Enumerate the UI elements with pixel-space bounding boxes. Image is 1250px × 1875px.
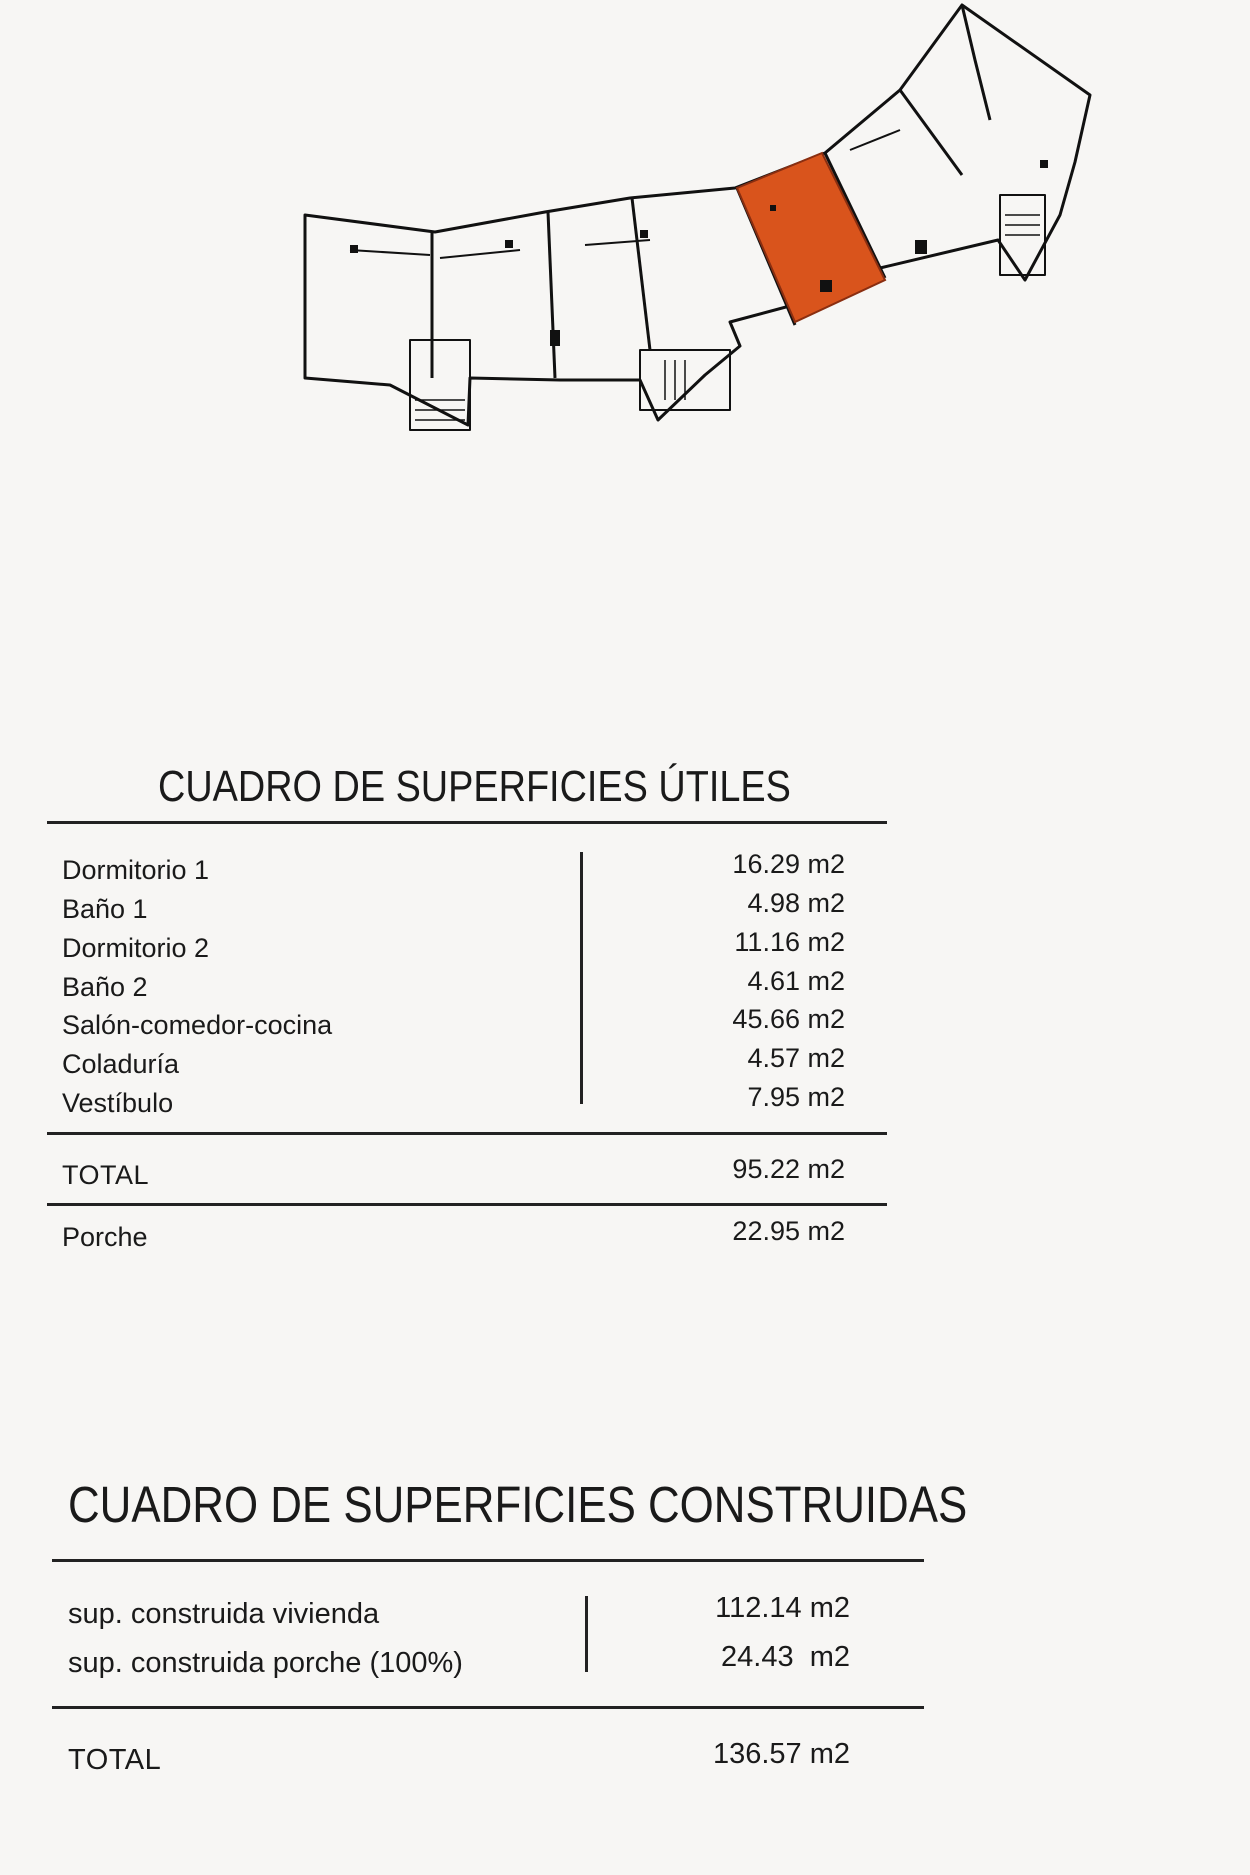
total-label: TOTAL — [68, 1744, 162, 1776]
partition-4 — [850, 130, 900, 150]
row-label: Vestíbulo — [62, 1088, 174, 1118]
row-value: 24.43 m2 — [721, 1641, 850, 1673]
table-row — [62, 1043, 845, 1087]
row-label: sup. construida porche (100%) — [68, 1647, 463, 1679]
table-row — [62, 888, 845, 932]
table-row — [68, 1592, 850, 1636]
row-value: 7.95 m2 — [747, 1082, 845, 1112]
table-row — [62, 966, 845, 1010]
utiles-total-row — [62, 1154, 845, 1198]
partition-2 — [440, 250, 520, 258]
row-label: Coladuría — [62, 1049, 180, 1079]
unit-wall-2 — [548, 212, 555, 378]
total-value: 136.57 m2 — [712, 1738, 850, 1770]
total-value: 95.22 m2 — [732, 1154, 845, 1184]
highlighted-unit — [737, 153, 885, 322]
row-value: 11.16 m2 — [734, 927, 845, 957]
construidas-total-row — [68, 1738, 850, 1782]
row-label: Dormitorio 2 — [62, 933, 210, 963]
row-label: Salón-comedor-cocina — [62, 1010, 333, 1040]
table-row — [62, 927, 845, 971]
utiles-porche-rule — [47, 1203, 887, 1206]
row-label: Baño 1 — [62, 894, 148, 924]
row-label: Baño 2 — [62, 972, 148, 1002]
porche-value: 22.95 m2 — [732, 1216, 845, 1246]
porche-row — [62, 1216, 845, 1260]
total-label: TOTAL — [62, 1160, 150, 1190]
row-value: 112.14 m2 — [715, 1592, 850, 1624]
row-value: 4.61 m2 — [747, 966, 845, 996]
table-row — [62, 1004, 845, 1048]
construidas-top-rule — [52, 1559, 924, 1562]
partition-1 — [350, 250, 430, 255]
floor-plan — [0, 0, 1250, 480]
unit-wall-3 — [632, 198, 650, 350]
construidas-total-rule — [52, 1706, 924, 1709]
table-row — [62, 849, 845, 893]
table-row — [68, 1641, 850, 1685]
row-value: 16.29 m2 — [732, 849, 845, 879]
row-label: sup. construida vivienda — [68, 1598, 380, 1630]
partition-3 — [585, 240, 650, 245]
utiles-title: CUADRO DE SUPERFICIES ÚTILES — [158, 762, 791, 811]
row-value: 4.98 m2 — [747, 888, 845, 918]
table-row — [62, 1082, 845, 1126]
construidas-title: CUADRO DE SUPERFICIES CONSTRUIDAS — [68, 1476, 968, 1533]
row-label: Dormitorio 1 — [62, 855, 210, 885]
utiles-top-rule — [47, 821, 887, 824]
stair-left — [410, 340, 470, 430]
row-value: 4.57 m2 — [747, 1043, 845, 1073]
building-outline — [305, 5, 1090, 425]
unit-wall-6 — [900, 90, 962, 175]
utiles-total-rule — [47, 1132, 887, 1135]
porche-label: Porche — [62, 1222, 148, 1252]
row-value: 45.66 m2 — [732, 1004, 845, 1034]
